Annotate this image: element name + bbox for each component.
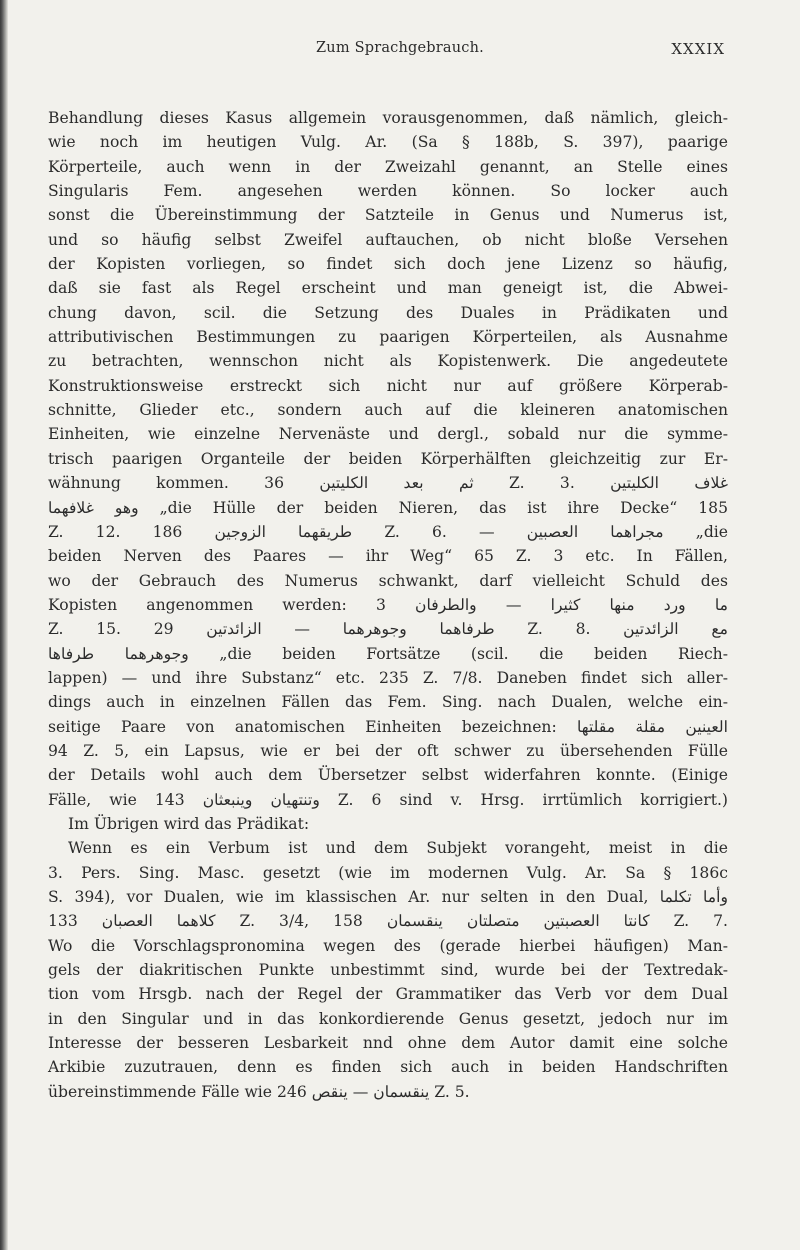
text-line: S. 394), vor Dualen, wie im klassischen Ar. nur selten in den Dual, وأما تكلما bbox=[48, 888, 728, 906]
text-line: lappen) — und ihre Substanz“ etc. 235 Z. 7/8. Daneben findet sich aller- bbox=[48, 668, 728, 687]
text-line: der Kopisten vorliegen, so findet sich doch jene Lizenz so häufig, bbox=[48, 255, 728, 274]
text-line: übereinstimmende Fälle wie ينقسمان — ينقص 246 Z. 5. bbox=[48, 1082, 470, 1101]
text-line: trisch paarigen Organteile der beiden Körperhälften gleichzeitig zur Er- bbox=[48, 449, 728, 468]
text-line: sonst die Übereinstimmung der Satzteile in Genus und Numerus ist, bbox=[48, 206, 728, 225]
text-line: chung davon, scil. die Setzung des Duales in Prädikaten und bbox=[48, 303, 728, 322]
text-line: wähnung kommen. ثم بعد الكليتين 36 Z. 3. غلاف الكليتين bbox=[48, 474, 728, 493]
text-line: Fälle, wie وتنتهيان وينبعثان 143 Z. 6 sind v. Hrsg. irrtümlich korrigiert.) bbox=[48, 790, 729, 809]
text-line: وهو غلافهما „die Hülle der beiden Nieren, das ist ihre Decke“ 185 bbox=[48, 498, 728, 517]
text-line: beiden Nerven des Paares — ihr Weg“ 65 Z. 3 etc. In Fällen, bbox=[48, 547, 728, 566]
text-line: Interesse der besseren Lesbarkeit nnd ohne dem Autor damit eine solche bbox=[48, 1034, 728, 1053]
page-header bbox=[0, 40, 800, 64]
text-line: Wenn es ein Verbum ist und dem Subjekt vorangeht, meist in die bbox=[68, 839, 728, 858]
text-line: Z. 12. طريقهما الزوجين 186 Z. 6. — مجراهما العصبين „die bbox=[48, 522, 729, 541]
text-line: Arkibie zuzutrauen, denn es finden sich auch in beiden Handschriften bbox=[48, 1058, 728, 1077]
text-line: seitige Paare von anatomischen Einheiten bezeichnen: العينين مقلة مقلتها bbox=[48, 717, 728, 736]
text-line: Einheiten, wie einzelne Nervenäste und dergl., sobald nur die symme- bbox=[48, 425, 728, 444]
text-line: wo der Gebrauch des Numerus schwankt, darf vielleicht Schuld des bbox=[48, 571, 728, 590]
text-line: Kopisten angenommen werden: ما ورد منها كثيرا — والطرفان 3 bbox=[48, 595, 728, 614]
text-line: Körperteile, auch wenn in der Zweizahl genannt, an Stelle eines bbox=[48, 157, 728, 176]
text-line: tion vom Hrsgb. nach der Regel der Grammatiker das Verb vor dem Dual bbox=[48, 985, 728, 1004]
text-line: schnitte, Glieder etc., sondern auch auf die kleineren anatomischen bbox=[48, 401, 728, 420]
page-number: XXXIX bbox=[671, 40, 725, 58]
text-line: 94 Z. 5, ein Lapsus, wie er bei der oft schwer zu übersehenden Fülle bbox=[48, 741, 728, 760]
text-line: in den Singular und in das konkordierende Genus gesetzt, jedoch nur im bbox=[48, 1009, 728, 1028]
text-line: Konstruktionsweise erstreckt sich nicht nur auf größere Körperab- bbox=[48, 376, 728, 395]
text-line: zu betrachten, wennschon nicht als Kopistenwerk. Die angedeutete bbox=[48, 352, 728, 371]
book-gutter-edge bbox=[0, 0, 8, 1250]
text-line: Im Übrigen wird das Prädikat: bbox=[68, 814, 310, 833]
text-line: Z. 15. طرفاهما وجوهرهما — الزائدتين 29 Z. 8. مع الزائدتين bbox=[48, 620, 728, 639]
text-line: und so häufig selbst Zweifel auftauchen, ob nicht bloße Versehen bbox=[48, 230, 728, 249]
text-line: gels der diakritischen Punkte unbestimmt sind, wurde bei der Textredak- bbox=[48, 961, 728, 980]
text-line: daß sie fast als Regel erscheint und man geneigt ist, die Abwei- bbox=[48, 279, 728, 298]
text-line: Wo die Vorschlagspronomina wegen des (gerade hierbei häufigen) Man- bbox=[48, 936, 728, 955]
text-line: Singularis Fem. angesehen werden können. So locker auch bbox=[48, 182, 728, 201]
text-line: attributivischen Bestimmungen zu paarigen Körperteilen, als Ausnahme bbox=[48, 328, 728, 347]
text-line: dings auch in einzelnen Fällen das Fem. Sing. nach Dualen, welche ein- bbox=[48, 693, 728, 712]
text-line: كلاهما العصبان 133 Z. 3/4, كانتا العصبتين متصلتان ينقسمان 158 Z. 7. bbox=[48, 912, 729, 931]
running-head: Zum Sprachgebrauch. bbox=[316, 40, 484, 56]
text-line: 3. Pers. Sing. Masc. gesetzt (wie im modernen Vulg. Ar. Sa § 186c bbox=[48, 863, 728, 882]
text-line: وجوهرهما طرفاها „die beiden Fortsätze (scil. die beiden Riech- bbox=[48, 644, 728, 663]
text-line: wie noch im heutigen Vulg. Ar. (Sa § 188b, S. 397), paarige bbox=[48, 133, 728, 152]
text-line: der Details wohl auch dem Übersetzer selbst widerfahren konnte. (Einige bbox=[48, 766, 728, 785]
body-text bbox=[48, 106, 728, 1104]
text-line: Behandlung dieses Kasus allgemein vorausgenommen, daß nämlich, gleich- bbox=[48, 109, 728, 127]
